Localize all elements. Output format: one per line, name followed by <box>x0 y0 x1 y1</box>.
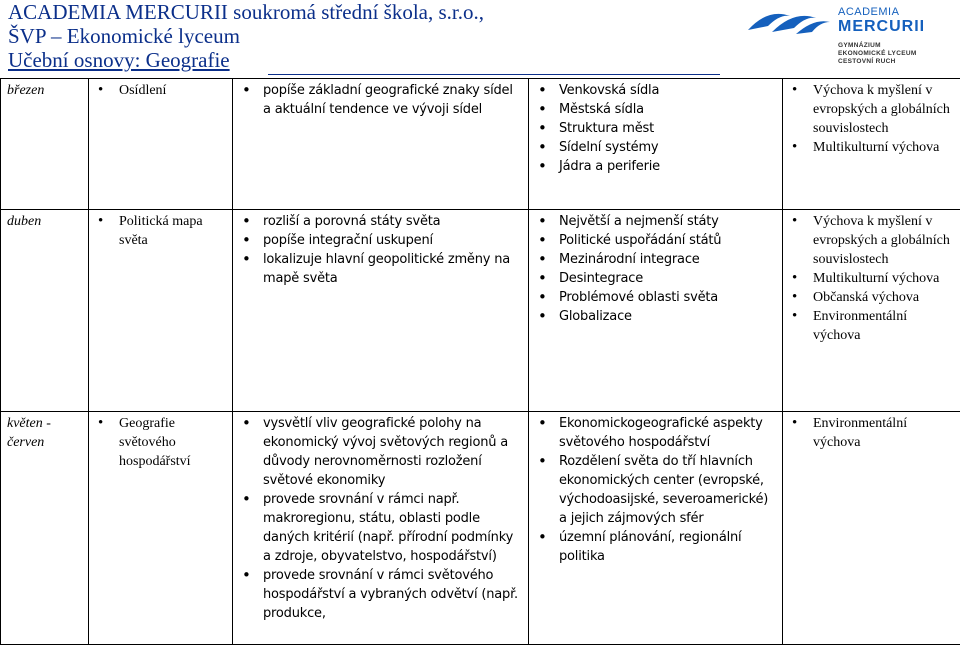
content-cell <box>529 79 783 210</box>
content-item: • Globalizace <box>535 307 778 326</box>
outcome-item: • rozliší a porovná státy světa <box>239 212 524 231</box>
logo-brand-top: ACADEMIA <box>838 6 900 18</box>
content-item: • Venkovská sídla <box>535 81 778 100</box>
topic-cell <box>89 79 233 210</box>
outcome-item: • provede srovnání v rámci např. makroregionu, státu, oblasti podle daných kritérií (např. přírodní podmínky a zdroje, obyvatelstvo, hospodářství) <box>239 490 524 566</box>
outcomes-cell <box>233 210 529 412</box>
topic-item: • Osídlení <box>95 81 228 100</box>
content-item: • Politické uspořádání států <box>535 231 778 250</box>
themes-cell <box>783 210 960 412</box>
topic-item: • Politická mapa světa <box>95 212 228 250</box>
table-row <box>1 412 960 645</box>
outcome-item: • popíše integrační uskupení <box>239 231 524 250</box>
themes-cell <box>783 79 960 210</box>
logo-sub-lyceum: EKONOMICKÉ LYCEUM <box>838 50 917 57</box>
logo-brand-main: MERCURII <box>838 18 926 35</box>
content-item: • Rozdělení světa do tří hlavních ekonomických center (evropské, východoasijské, severoamerické) a jejich zájmových sfér <box>535 452 778 528</box>
outcome-item: • vysvětlí vliv geografické polohy na ekonomický vývoj světových regionů a důvody nerovnoměrnosti rozložení světové ekonomiky <box>239 414 524 490</box>
themes-cell <box>783 412 960 645</box>
logo-sub-gymnazium: GYMNÁZIUM <box>838 42 881 49</box>
month-cell: březen <box>1 79 89 210</box>
table-row <box>1 210 960 412</box>
month-cell: květen - červen <box>1 412 89 645</box>
document-header <box>8 0 728 72</box>
theme-item: • Občanská výchova <box>789 288 956 307</box>
outcome-item: • lokalizuje hlavní geopolitické změny na mapě světa <box>239 250 524 288</box>
program-name: ŠVP – Ekonomické lyceum <box>8 24 240 48</box>
theme-item: • Multikulturní výchova <box>789 138 956 157</box>
content-item: • Největší a nejmenší státy <box>535 212 778 231</box>
content-item: • Městská sídla <box>535 100 778 119</box>
content-cell <box>529 210 783 412</box>
topic-item: • Geografie světového hospodářství <box>95 414 228 471</box>
content-item: • Sídelní systémy <box>535 138 778 157</box>
month-cell: duben <box>1 210 89 412</box>
content-item: • Mezinárodní integrace <box>535 250 778 269</box>
topic-cell <box>89 412 233 645</box>
header-underline <box>268 74 720 75</box>
syllabus-table <box>0 78 960 645</box>
outcome-item: • popíše základní geografické znaky sídel a aktuální tendence ve vývoji sídel <box>239 81 524 119</box>
content-item: • Jádra a periferie <box>535 157 778 176</box>
theme-item: • Environmentální výchova <box>789 307 956 345</box>
content-item: • Ekonomickogeografické aspekty světového hospodářství <box>535 414 778 452</box>
topic-cell <box>89 210 233 412</box>
outcomes-cell <box>233 412 529 645</box>
logo-swoosh-icon <box>746 4 832 40</box>
school-name: ACADEMIA MERCURII soukromá střední škola, s.r.o., <box>8 0 484 24</box>
content-item: • územní plánování, regionální politika <box>535 528 778 566</box>
logo-subtitle <box>838 42 917 66</box>
logo-sub-ruch: CESTOVNÍ RUCH <box>838 58 896 65</box>
theme-item: • Výchova k myšlení v evropských a globálních souvislostech <box>789 212 956 269</box>
logo-brand <box>838 6 925 35</box>
outcomes-cell <box>233 79 529 210</box>
content-item: • Problémové oblasti světa <box>535 288 778 307</box>
content-cell <box>529 412 783 645</box>
theme-item: • Multikulturní výchova <box>789 269 956 288</box>
content-item: • Desintegrace <box>535 269 778 288</box>
syllabus-title: Učební osnovy: Geografie <box>8 48 230 72</box>
content-item: • Struktura měst <box>535 119 778 138</box>
school-logo <box>746 2 956 72</box>
theme-item: • Environmentální výchova <box>789 414 956 452</box>
table-row <box>1 79 960 210</box>
outcome-item: • provede srovnání v rámci světového hospodářství a vybraných odvětví (např. produkce, <box>239 566 524 623</box>
theme-item: • Výchova k myšlení v evropských a globálních souvislostech <box>789 81 956 138</box>
